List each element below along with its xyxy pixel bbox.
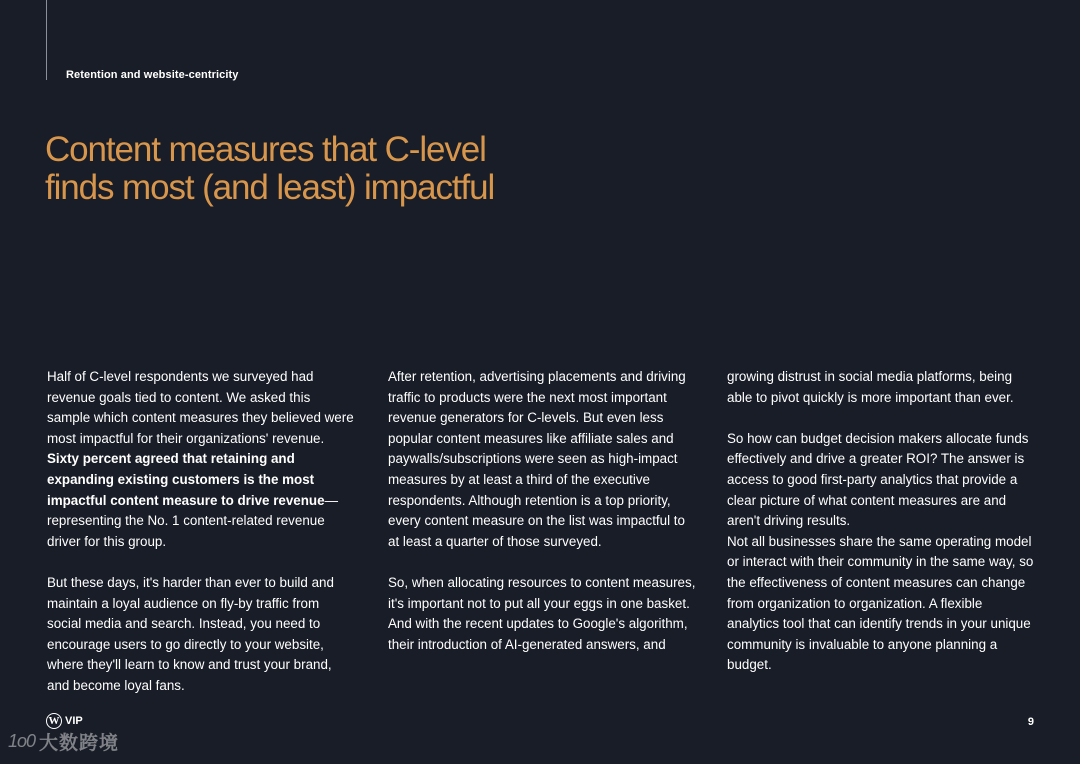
key-finding-highlight: Sixty percent agreed that retaining and expanding existing customers is the most impactful content measure to drive revenue: [47, 451, 325, 508]
text-column-1: [47, 367, 357, 697]
column-2-paragraph-1: After retention, advertising placements and driving traffic to products were the next most important revenue generators for C-levels. But even less popular content measures like affiliate sales and paywalls/subscriptions were seen as high-impact measures by at least a third of the executive respondents. Although retention is a top priority, every content measure on the list was impactful to at least a quarter of those surveyed.: [388, 369, 686, 549]
wordpress-logo-icon: W: [46, 713, 62, 729]
page-number: 9: [1027, 716, 1034, 728]
paragraph-outro: —representing the No. 1 content-related revenue driver for this group.: [47, 492, 338, 549]
watermark-text: 大数跨境: [39, 733, 120, 754]
watermark-logo-icon: 1o0: [8, 731, 36, 751]
footer-brand-text: VIP: [65, 715, 83, 727]
column-3-paragraph-2: So how can budget decision makers allocate funds effectively and drive a greater ROI? The answer is access to good first-party analytics that provide a clear picture of what content measures are and aren't driving results.: [727, 430, 1029, 529]
page-title: [45, 131, 605, 207]
column-2-paragraph-2: So, when allocating resources to content measures, it's important not to put all your eggs in one basket. And with the recent updates to Google's algorithm, their introduction of AI-generated answers, and: [388, 574, 696, 652]
paragraph-intro: Half of C-level respondents we surveyed had revenue goals tied to content. We asked this sample which content measures they believed were most impactful for their organizations' revenue.: [47, 369, 354, 446]
page-title-line-1: Content measures that C-level: [45, 130, 486, 169]
section-label: Retention and website-centricity: [66, 69, 239, 81]
text-column-3: [727, 367, 1037, 676]
header-divider-line: [46, 0, 47, 80]
text-column-2: [388, 367, 698, 655]
column-1-paragraph-1: [47, 367, 357, 552]
column-3-paragraph-1: growing distrust in social media platforms, being able to pivot quickly is more important than ever.: [727, 369, 1014, 405]
column-3-paragraph-3: Not all businesses share the same operating model or interact with their community in the same way, so the effectiveness of content measures can change from organization to organization. A flexible analytics tool that can identify trends in your unique community is invaluable to anyone planning a budget.: [727, 533, 1034, 673]
footer-brand-logo: [46, 713, 83, 729]
page-title-line-2: finds most (and least) impactful: [45, 168, 495, 207]
column-1-paragraph-2: But these days, it's harder than ever to build and maintain a loyal audience on fly-by traffic from social media and search. Instead, you need to encourage users to go directly to your website, where they'll learn to know and trust your brand, and become loyal fans.: [47, 574, 334, 693]
watermark: [8, 728, 119, 755]
